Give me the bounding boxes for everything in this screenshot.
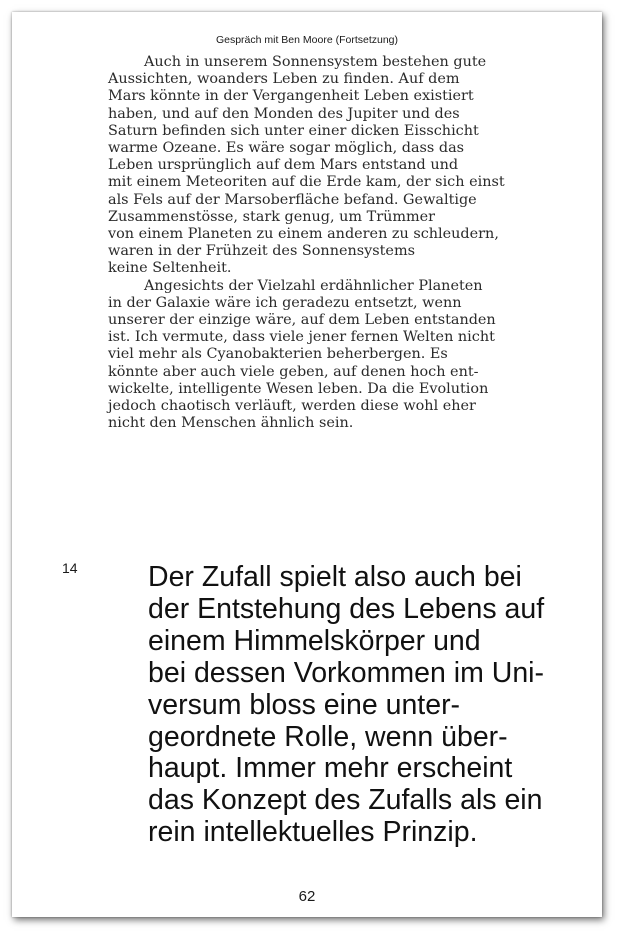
book-page <box>12 12 602 917</box>
running-head: Gespräch mit Ben Moore (Fortsetzung) <box>215 34 399 46</box>
quote-line: rein intellektuelles Prinzip. <box>148 816 478 849</box>
text-line: in der Galaxie wäre ich geradezu entsetzt, wenn <box>108 294 462 311</box>
text-line: haben, und auf den Monden des Jupiter und des <box>108 105 460 122</box>
text-line: könnte aber auch viele geben, auf denen hoch ent- <box>108 363 479 380</box>
text-line: von einem Planeten zu einem anderen zu schleudern, <box>108 226 499 243</box>
text-line: als Fels auf der Marsoberfläche befand. Gewaltige <box>108 191 477 208</box>
text-line: Angesichts der Vielzahl erdähnlicher Planeten <box>144 277 483 294</box>
text-line: Leben ursprünglich auf dem Mars entstand und <box>108 157 459 174</box>
quote-line: geordnete Rolle, wenn über- <box>148 720 508 753</box>
text-line: unserer der einzige wäre, auf dem Leben entstanden <box>108 312 496 329</box>
paragraph <box>108 54 598 278</box>
text-line: Saturn befinden sich unter einer dicken Eisschicht <box>108 122 479 139</box>
quote-line: haupt. Immer mehr erscheint <box>148 752 513 785</box>
text-line: Zusammenstösse, stark genug, um Trümmer <box>108 208 436 225</box>
body-text <box>108 54 598 432</box>
paragraph <box>108 278 598 433</box>
text-line: mit einem Meteoriten auf die Erde kam, der sich einst <box>108 174 505 191</box>
pull-quote <box>148 562 598 849</box>
quote-line: das Konzept des Zufalls als ein <box>148 784 543 817</box>
text-line: wickelte, intelligente Wesen leben. Da die Evolution <box>108 380 489 397</box>
quote-line: der Entstehung des Lebens auf <box>148 592 545 625</box>
text-line: Mars könnte in der Vergangenheit Leben existiert <box>108 88 474 105</box>
text-line: viel mehr als Cyanobakterien beherbergen. Es <box>108 346 448 363</box>
quote-line: Der Zufall spielt also auch bei <box>148 561 522 593</box>
text-line: jedoch chaotisch verläuft, werden diese wohl eher <box>108 398 476 415</box>
text-line: warme Ozeane. Es wäre sogar möglich, dass das <box>108 140 465 157</box>
page-number: 62 <box>298 888 316 905</box>
text-line: nicht den Menschen ähnlich sein. <box>108 415 354 432</box>
text-line: Aussichten, woanders Leben zu finden. Auf dem <box>108 71 460 88</box>
quote-line: einem Himmelskörper und <box>148 624 481 657</box>
text-line: keine Seltenheit. <box>108 260 232 277</box>
quote-line: versum bloss eine unter- <box>148 688 461 721</box>
text-line: waren in der Frühzeit des Sonnensystems <box>108 243 415 260</box>
margin-note-number: 14 <box>62 560 78 576</box>
text-line: ist. Ich vermute, dass viele jener fernen Welten nicht <box>108 329 495 346</box>
quote-line: bei dessen Vorkommen im Uni- <box>148 656 544 689</box>
text-line: Auch in unserem Sonnensystem bestehen gute <box>144 54 487 70</box>
